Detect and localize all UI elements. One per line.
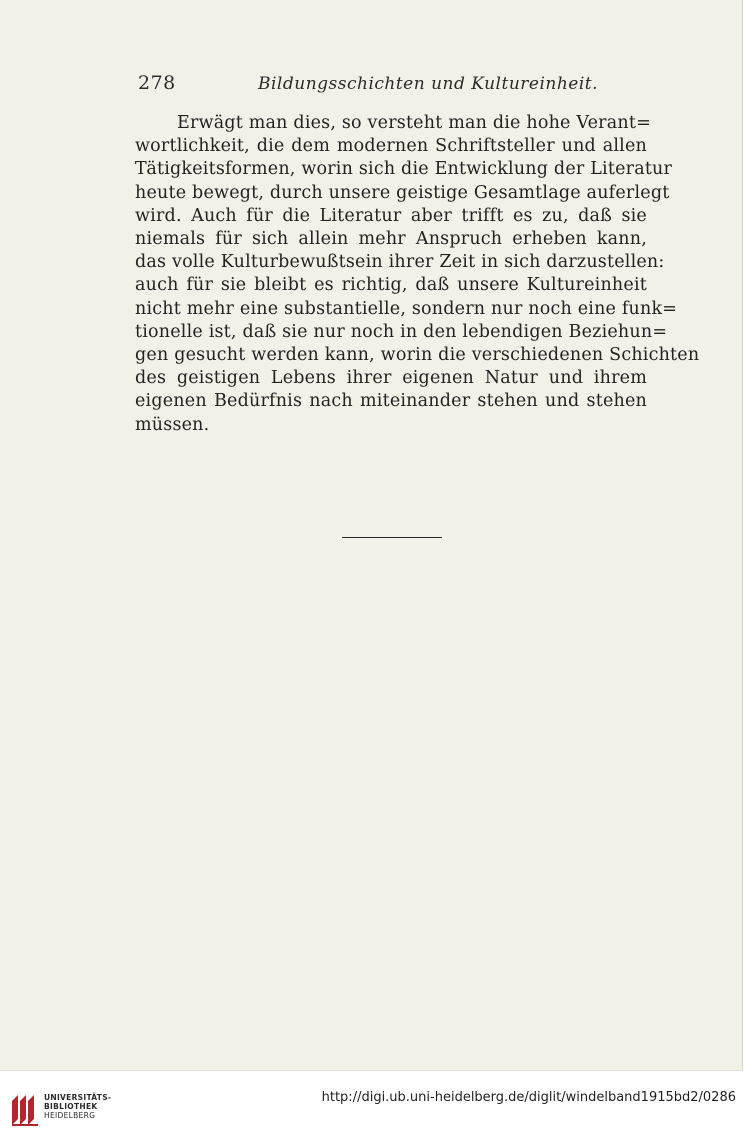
text-line: das volle Kulturbewußtsein ihrer Zeit in sich darzustellen: xyxy=(135,252,665,273)
text-line: tionelle ist, daß sie nur noch in den lebendigen Beziehun= xyxy=(135,321,668,342)
text-line: Tätigkeitsformen, worin sich die Entwicklung der Literatur xyxy=(135,159,673,180)
section-divider xyxy=(342,537,442,538)
page-header xyxy=(130,72,650,98)
text-line: heute bewegt, durch unsere geistige Gesamtlage auferlegt xyxy=(135,182,670,203)
text-line: des geistigen Lebens ihrer eigenen Natur und ihrem xyxy=(135,368,647,389)
library-name-line: BIBLIOTHEK xyxy=(44,1102,98,1111)
text-line: nicht mehr eine substantielle, sondern nur noch eine funk= xyxy=(135,298,678,319)
text-line: gen gesucht werden kann, worin die verschiedenen Schichten xyxy=(135,345,700,366)
running-head: Bildungsschichten und Kultureinheit. xyxy=(258,74,599,94)
text-line: eigenen Bedürfnis nach miteinander stehen und stehen xyxy=(135,391,647,412)
footer xyxy=(0,1071,744,1135)
library-name-line: UNIVERSITÄTS- xyxy=(44,1093,112,1102)
body-paragraph xyxy=(135,112,700,437)
text-line: wird. Auch für die Literatur aber trifft es zu, daß sie xyxy=(135,205,647,226)
library-name-line: HEIDELBERG xyxy=(44,1111,96,1120)
text-line: niemals für sich allein mehr Anspruch erheben kann, xyxy=(135,229,647,250)
library-name xyxy=(44,1093,111,1120)
text-line: Erwägt man dies, so versteht man die hohe Verant= xyxy=(177,113,651,133)
text-line: müssen. xyxy=(135,414,210,435)
text-line: auch für sie bleibt es richtig, daß unsere Kultureinheit xyxy=(135,275,647,296)
source-url-link[interactable]: http://digi.ub.uni-heidelberg.de/diglit/windelband1915bd2/0286 xyxy=(321,1090,736,1105)
library-logo-icon xyxy=(8,1091,42,1129)
page-number: 278 xyxy=(138,72,176,94)
text-line: wortlichkeit, die dem modernen Schriftsteller und allen xyxy=(135,136,647,157)
